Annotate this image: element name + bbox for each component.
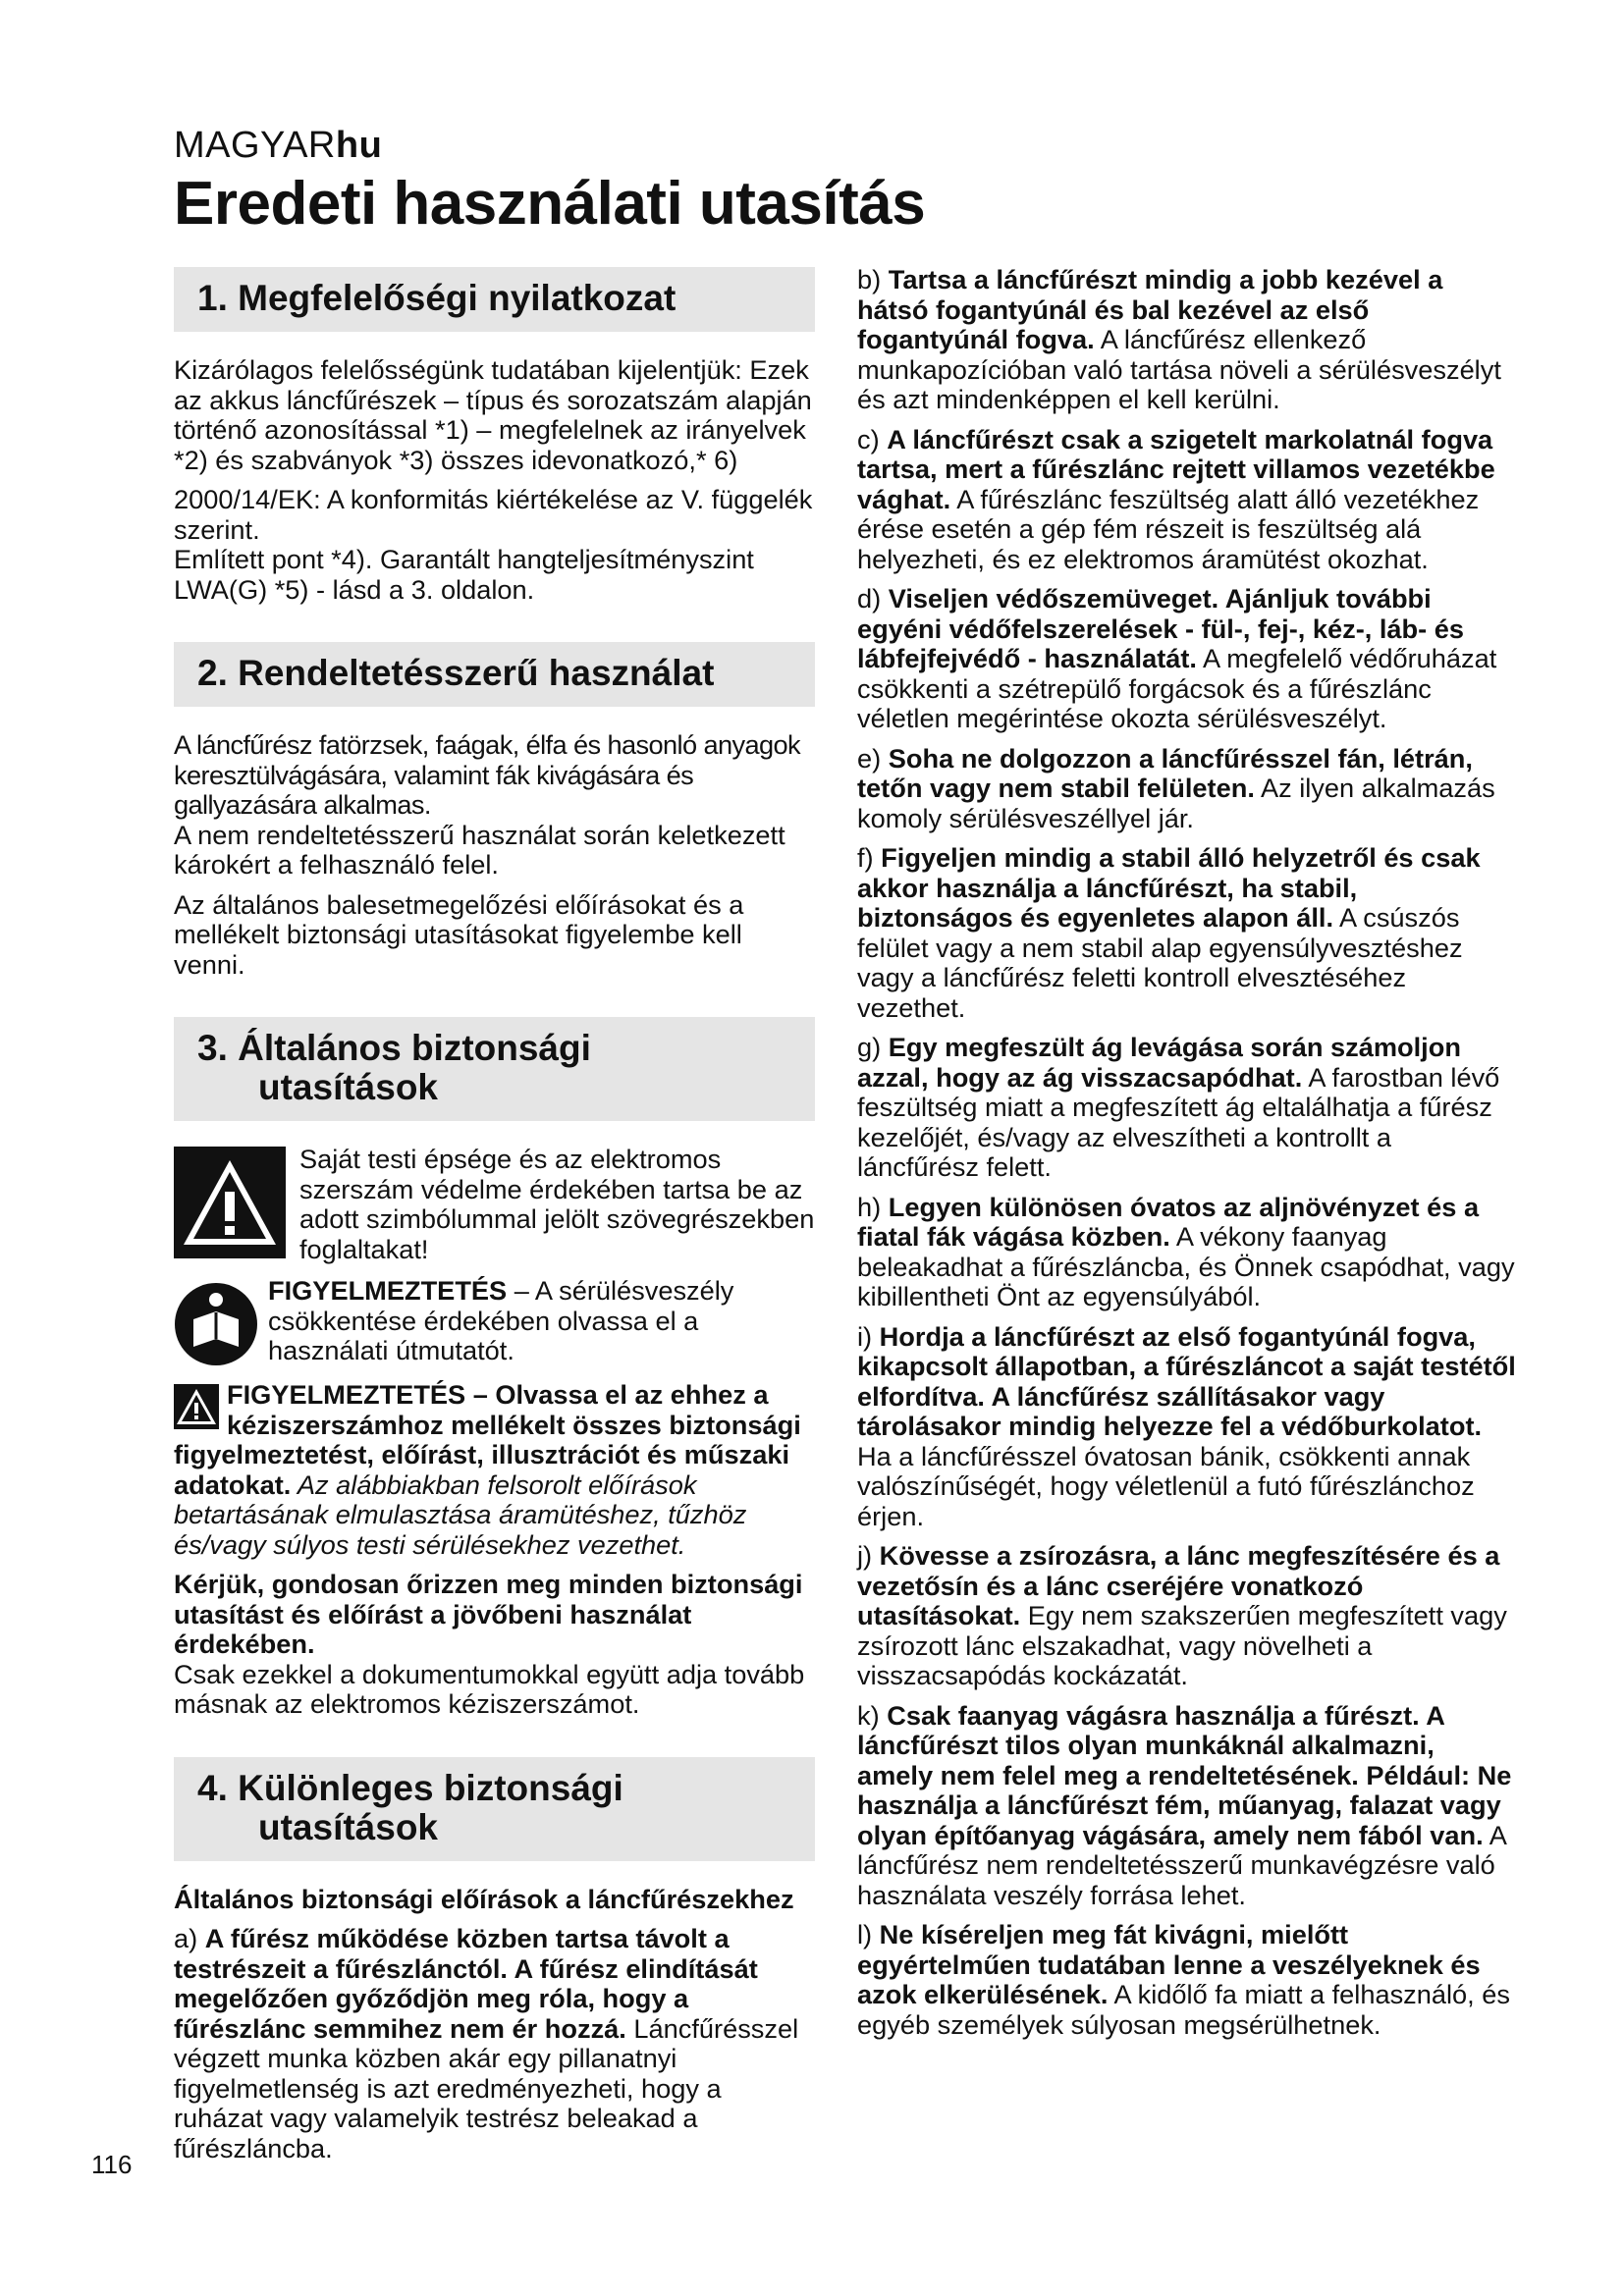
instruction-item: f) Figyeljen mindig a stabil álló helyzetről és csak akkor használja a láncfűrészt, ha stabil, biztonságos és egyenletes alapon áll. A csúszós felület vagy a nem stabil alap egyensúlyvesztéshez vagy a láncfűrész feletti kontroll elvesztéséhez vezethet. bbox=[857, 842, 1481, 1023]
section-2-paragraph: A láncfűrész fatörzsek, faágak, élfa és hasonló anyagok keresztülvágására, valamint fák kivágására és gallyazására alkalmas. bbox=[174, 729, 801, 820]
read-manual-icon bbox=[174, 1282, 258, 1366]
section-4-subheading: Általános biztonsági előírások a láncfűrészekhez bbox=[174, 1883, 794, 1914]
instruction-item: d) Viseljen védőszemüveget. Ajánljuk további egyéni védőfelszerelések - fül-, fej-, kéz-, láb- és lábfejfejvédő - használatát. A megfelelő védőruházat csökkenti a szétrepülő forgácsok és a fűrészlánc véletlen megérintése okozta sérülésveszélyt. bbox=[857, 583, 1497, 733]
manual-warning bbox=[174, 1276, 815, 1370]
instruction-item: e) Soha ne dolgozzon a láncfűrésszel fán, létrán, tetőn vagy nem stabil felületen. Az ilyen alkalmazás komoly sérülésveszéllyel jár. bbox=[857, 742, 1495, 833]
section-3-heading bbox=[174, 1017, 815, 1121]
instruction-item: g) Egy megfeszült ág levágása során számoljon azzal, hogy az ág visszacsapódhat. A farostban lévő feszültség miatt a megfeszített ág eltalálhatja a fűrész kezelőjét, és/vagy az elveszítheti a kontrollt a láncfűrész felett. bbox=[857, 1032, 1500, 1182]
section-3-title-line2: utasítások bbox=[258, 1067, 439, 1107]
warning-triangle-small-icon bbox=[174, 1384, 219, 1429]
language-name: MAGYAR bbox=[174, 125, 336, 166]
section-3-title-line1: 3. Általános biztonsági bbox=[197, 1028, 591, 1068]
manual-warning-text bbox=[268, 1276, 815, 1366]
section-2-heading: 2. Rendeltetésszerű használat bbox=[174, 642, 815, 707]
instruction-item: l) Ne kíséreljen meg fát kivágni, mielőtt egyértelműen tudatában lenne a veszélyeknek és azok elkerülésének. A kidőlő fa miatt a felhasználó, és egyéb személyek súlyosan megsérülhetnek. bbox=[857, 1919, 1510, 2040]
section-4-title-line2: utasítások bbox=[258, 1806, 439, 1847]
section-1-paragraph: Kizárólagos felelősségünk tudatában kijelentjük: Ezek az akkus láncfűrészek – típus és sorozatszám alapján történő azonosítással *1) – megfelelnek az irányelvek *2) és szabványok *3) összes idevonatkozó,* 6) bbox=[174, 354, 812, 475]
instruction-item-a: a) A fűrész működése közben tartsa távolt a testrészeit a fűrészlánctól. A fűrész elindítását megelőzően győződjön meg róla, hogy a fűrészlánc semmihez nem ér hozzá. Láncfűrésszel végzett munka közben akár egy pillanatnyi figyelmetlenség is azt eredményezheti, hogy a ruházat vagy valamelyik testrész beleakad a fűrészláncba. bbox=[174, 1923, 799, 2163]
language-header bbox=[174, 125, 382, 167]
warning-label: FIGYELMEZTETÉS bbox=[268, 1275, 508, 1306]
general-warning-bold: FIGYELMEZTETÉS – Olvassa el az ehhez a kéziszerszámhoz mellékelt összes biztonsági figyelmeztetést, előírást, illusztrációt és műszaki adatokat. bbox=[174, 1379, 801, 1500]
general-warning-italic: Az alábbiakban felsorolt előírások betartásának elmulasztása áramütéshez, tűzhöz és/vagy súlyos testi sérülésekhez vezethet. bbox=[174, 1468, 747, 1560]
instruction-item: c) A láncfűrészt csak a szigetelt markolatnál fogva tartsa, mert a fűrészlánc rejtett villamos vezetékbe vághat. A fűrészlánc feszültség alatt álló vezetékhez érése esetén a gép fém részeit is feszültség alá helyezheti, és ez elektromos áramütést okozhat. bbox=[857, 423, 1495, 574]
section-1-paragraph: Említett pont *4). Garantált hangteljesítményszint LWA(G) *5) - lásd a 3. oldalon. bbox=[174, 544, 754, 605]
section-1-heading: 1. Megfelelőségi nyilatkozat bbox=[174, 267, 815, 332]
section-2-paragraph: A nem rendeltetésszerű használat során keletkezett károkért a felhasználó felel. bbox=[174, 819, 785, 880]
right-column bbox=[857, 265, 1517, 2050]
general-warning bbox=[174, 1380, 815, 1560]
language-code: hu bbox=[335, 125, 383, 166]
section-4-title-line1: 4. Különleges biztonsági bbox=[197, 1767, 623, 1808]
instruction-item: k) Csak faanyag vágásra használja a fűrészt. A láncfűrészt tilos olyan munkáknál alkalmazni, amely nem felel meg a rendeltetésének. Például: Ne használja a láncfűrészt fém, műanyag, falazat vagy olyan építőanyag vágására, amely nem fából van. A láncfűrész nem rendeltetésszerű munkavégzésre való használata veszély forrása lehet. bbox=[857, 1699, 1512, 1910]
warning-triangle-icon bbox=[174, 1147, 286, 1258]
section-1-paragraph: 2000/14/EK: A konformitás kiértékelése az V. függelék szerint. bbox=[174, 484, 813, 545]
instruction-item: i) Hordja a láncfűrészt az első fogantyúnál fogva, kikapcsolt állapotban, a fűrészláncot a saját testétől elfordítva. A láncfűrész szállításakor vagy tárolásakor mindig helyezze fel a védőburkolatot. Ha a láncfűrésszel óvatosan bánik, csökkenti annak valószínűségét, hogy véletlenül a futó fűrészlánchoz érjen. bbox=[857, 1320, 1516, 1531]
page-title: Eredeti használati utasítás bbox=[174, 170, 926, 238]
keep-instructions-bold: Kérjük, gondosan őrizzen meg minden biztonsági utasítást és előírást a jövőbeni használat érdekében. bbox=[174, 1569, 803, 1659]
section-2-paragraph: Az általános balesetmegelőzési előírásokat és a mellékelt biztonsági utasításokat figyelembe kell venni. bbox=[174, 888, 744, 980]
page-number: 116 bbox=[91, 2150, 133, 2179]
left-column bbox=[174, 267, 815, 2173]
instruction-item: h) Legyen különösen óvatos az aljnövényzet és a fiatal fák vágása közben. A vékony faanyag beleakadhat a fűrészláncba, és Önnek csapódhat, vagy kibillentheti Önt az egyensúlyából. bbox=[857, 1191, 1515, 1311]
symbol-notice-text: Saját testi épsége és az elektromos szerszám védelme érdekében tartsa be az adott szimbólummal jelölt szövegrészekben foglaltakat! bbox=[299, 1144, 815, 1264]
section-4-heading bbox=[174, 1757, 815, 1861]
symbol-notice bbox=[174, 1145, 815, 1268]
warning-text: – A sérülésveszély csökkentése érdekében olvassa el a használati útmutatót. bbox=[268, 1275, 734, 1365]
instruction-item: b) Tartsa a láncfűrészt mindig a jobb kezével a hátsó fogantyúnál és bal kezével az első fogantyúnál fogva. A láncfűrész ellenkező munkapozícióban való tartása növeli a sérülésveszélyt és azt mindenképpen el kell kerülni. bbox=[857, 264, 1501, 414]
keep-instructions-text: Csak ezekkel a dokumentumokkal együtt adja tovább másnak az elektromos kéziszerszámot. bbox=[174, 1658, 805, 1719]
instruction-item: j) Kövesse a zsírozásra, a lánc megfeszítésére és a vezetősín és a lánc cseréjére vonatkozó utasításokat. Egy nem szakszerűen megfeszített vagy zsírozott lánc elszakadhat, vagy növelheti a visszacsapódás kockázatát. bbox=[857, 1540, 1507, 1690]
